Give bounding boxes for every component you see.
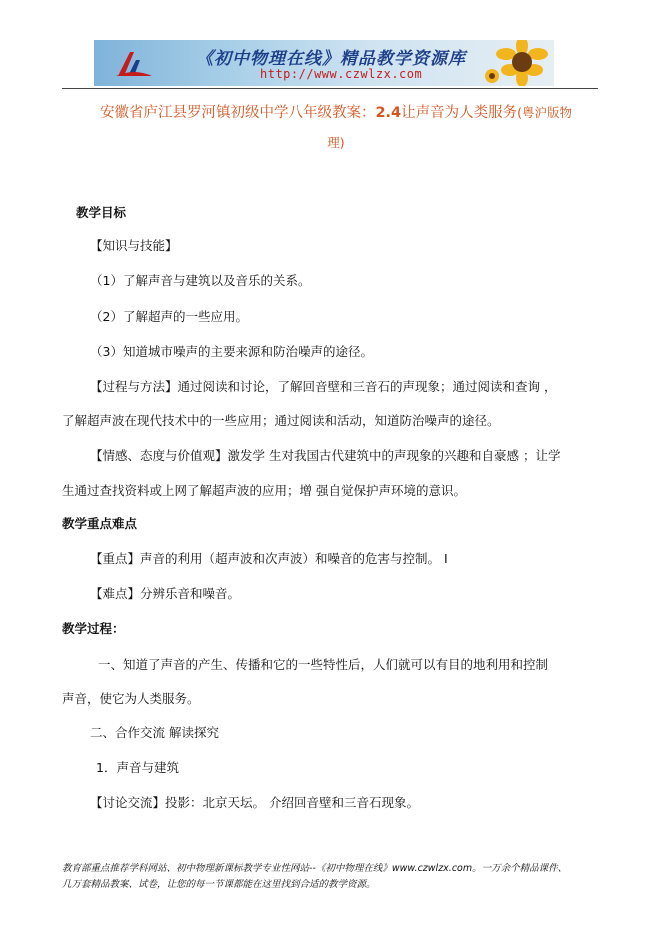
process-heading: 教学过程：: [62, 621, 125, 636]
process-para-3: 1．声音与建筑: [96, 760, 179, 775]
emotion-line-2: 生通过查找资料或上网了解超声波的应用；增 强自觉保护声环境的意识。: [62, 483, 466, 498]
page-title: [62, 98, 610, 158]
knowledge-label: 【知识与技能】: [90, 238, 178, 253]
banner-url: http://www.czwlzx.com: [260, 67, 423, 81]
sunflower-icon: [480, 40, 550, 86]
process-para-4: 【讨论交流】投影：北京天坛。 介绍回音壁和三音石现象。: [90, 795, 419, 810]
process-method-line-1: 【过程与方法】通过阅读和讨论，了解回音壁和三音石的声现象；通过阅读和查询 ，: [90, 379, 557, 394]
knowledge-item-2: （2）了解超声的一些应用。: [90, 309, 248, 324]
knowledge-item-3: （3）知道城市噪声的主要来源和防治噪声的途径。: [90, 344, 373, 359]
key-difficulty-heading: 教学重点难点: [62, 516, 138, 531]
site-logo-icon: [112, 48, 156, 80]
knowledge-item-1: （1）了解声音与建筑以及音乐的关系。: [90, 273, 311, 288]
footer-line-2: 几万套精品教案、试卷，让您的每一节课都能在这里找到合适的教学资源。: [62, 879, 376, 890]
key-point: 【重点】声音的利用（超声波和次声波）和噪音的危害与控制。 I: [90, 551, 448, 566]
banner-title: 《初中物理在线》精品教学资源库: [196, 49, 466, 69]
page-footer: [62, 861, 622, 893]
process-method-line-2: 了解超声波在现代技术中的一些应用；通过阅读和活动，知道防治噪声的途径。: [62, 413, 500, 428]
footer-line-1: 教育部重点推荐学科网站、初中物理新课标教学专业性网站--《初中物理在线》www.czwlzx.com。一万余个精品课件、: [62, 863, 568, 874]
title-main: 安徽省庐江县罗河镇初级中学八年级教案：: [99, 105, 376, 121]
emotion-line-1: 【情感、态度与价值观】激发学 生对我国古代建筑中的声现象的兴趣和自豪感 ；让学: [90, 448, 561, 463]
process-para-1-line-2: 声音，使它为人类服务。: [62, 691, 200, 706]
title-subtitle-1: (粤沪版物: [517, 105, 573, 120]
header-rule: [62, 88, 598, 89]
title-subtitle-2: 理): [327, 135, 345, 150]
title-number: 2.4: [375, 105, 402, 121]
process-para-1-line-1: 一、知道了声音的产生、传播和它的一些特性后，人们就可以有目的地利用和控制: [98, 657, 549, 672]
site-banner: [94, 40, 554, 86]
process-para-2: 二、合作交流 解读探究: [90, 725, 219, 740]
title-rest: 让声音为人类服务: [401, 105, 518, 121]
goals-heading: 教学目标: [76, 205, 127, 220]
difficulty-point: 【难点】分辨乐音和噪音。: [90, 586, 241, 601]
